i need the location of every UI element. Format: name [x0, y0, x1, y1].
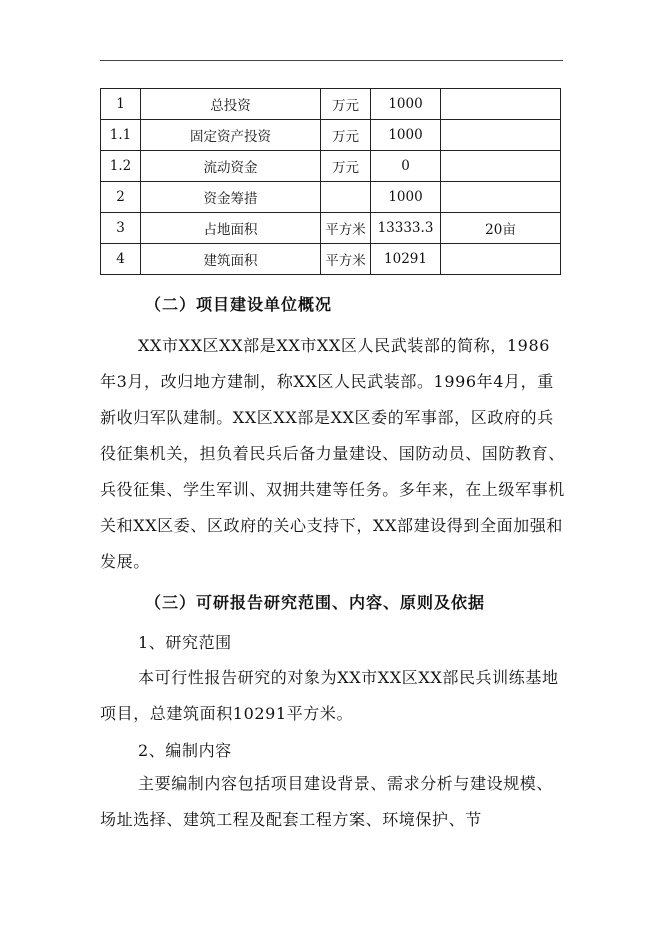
row-value: 1000	[371, 120, 441, 151]
table-row	[101, 89, 561, 120]
row-number: 4	[101, 244, 141, 275]
table-row	[101, 151, 561, 182]
header-rule	[100, 60, 563, 61]
compilation-content-paragraph: 主要编制内容包括项目建设背景、需求分析与建设规模、场址选择、建筑工程及配套工程方案、环境保护、节	[100, 774, 554, 829]
row-item: 占地面积	[141, 213, 321, 244]
row-unit: 万元	[321, 151, 371, 182]
investment-table	[100, 88, 561, 275]
row-item: 流动资金	[141, 151, 321, 182]
table-row	[101, 120, 561, 151]
row-number: 1.2	[101, 151, 141, 182]
row-note	[441, 120, 561, 151]
row-note: 20亩	[441, 213, 561, 244]
row-value: 1000	[371, 89, 441, 120]
row-value: 1000	[371, 182, 441, 213]
table-row	[101, 244, 561, 275]
table-row	[101, 213, 561, 244]
unit-overview-paragraph: XX市XX区XX部是XX市XX区人民武装部的简称，1986年3月，改归地方建制，称XX区人民武装部。1996年4月，重新收归军队建制。XX区XX部是XX区委的军事部，区政府的兵役征集机关，担负着民兵后备力量建设、国防动员、国防教育、兵役征集、学生军训、双拥共建等任务。多年来，在上级军事机关和XX区委、区政府的关心支持下，XX部建设得到全面加强和发展。	[100, 336, 565, 571]
row-item: 建筑面积	[141, 244, 321, 275]
subheading-research-scope: 1、研究范围	[138, 633, 232, 652]
row-unit: 平方米	[321, 213, 371, 244]
section-heading-unit-overview: （二）项目建设单位概况	[145, 295, 333, 314]
research-scope-paragraph: 本可行性报告研究的对象为XX市XX区XX部民兵训练基地项目，总建筑面积10291平方米。	[100, 668, 559, 723]
row-unit: 万元	[321, 89, 371, 120]
row-value: 13333.3	[371, 213, 441, 244]
row-note	[441, 244, 561, 275]
subheading-compilation-content: 2、编制内容	[138, 741, 232, 760]
row-number: 1	[101, 89, 141, 120]
row-unit	[321, 182, 371, 213]
table-row	[101, 182, 561, 213]
row-item: 总投资	[141, 89, 321, 120]
row-note	[441, 151, 561, 182]
row-item: 资金筹措	[141, 182, 321, 213]
row-unit: 平方米	[321, 244, 371, 275]
row-note	[441, 89, 561, 120]
row-value: 0	[371, 151, 441, 182]
row-item: 固定资产投资	[141, 120, 321, 151]
row-value: 10291	[371, 244, 441, 275]
row-note	[441, 182, 561, 213]
section-heading-report-scope: （三）可研报告研究范围、内容、原则及依据	[145, 593, 486, 612]
row-number: 2	[101, 182, 141, 213]
row-number: 3	[101, 213, 141, 244]
row-number: 1.1	[101, 120, 141, 151]
row-unit: 万元	[321, 120, 371, 151]
